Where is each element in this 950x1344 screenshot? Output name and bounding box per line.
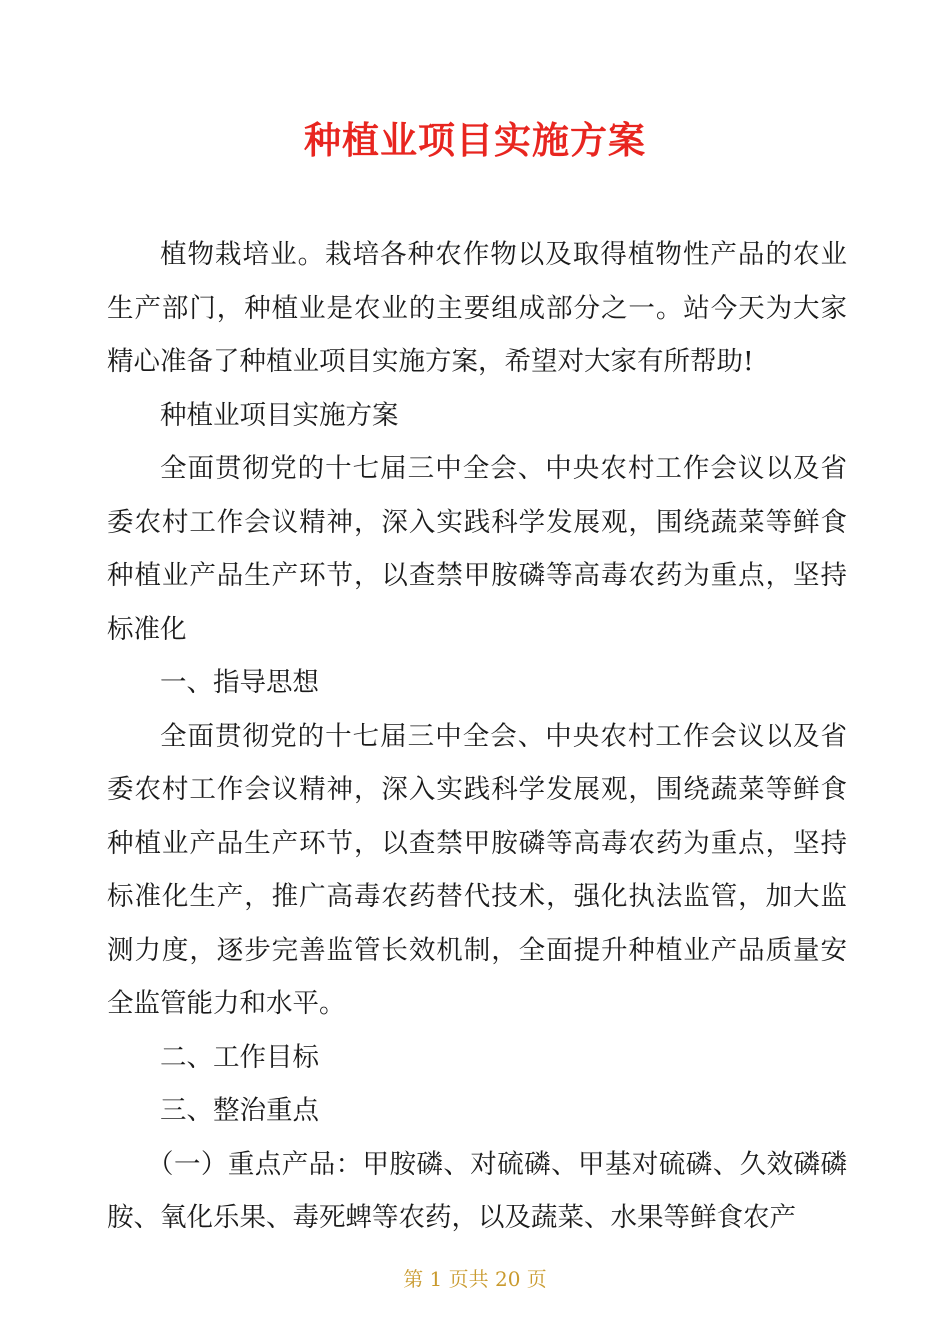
summary-paragraph: 全面贯彻党的十七届三中全会、中央农村工作会议以及省委农村工作会议精神，深入实践科学发展观，围绕蔬菜等鲜食种植业产品生产环节，以查禁甲胺磷等高毒农药为重点，坚持标准化 (107, 453, 847, 645)
intro-paragraph: 植物栽培业。栽培各种农作物以及取得植物性产品的农业生产部门，种植业是农业的主要组成部分之一。站今天为大家精心准备了种植业项目实施方案，希望对大家有所帮助! (107, 239, 847, 377)
key-products-paragraph: （一）重点产品：甲胺磷、对硫磷、甲基对硫磷、久效磷磷胺、氧化乐果、毒死蜱等农药，以及蔬菜、水果等鲜食农产 (107, 1148, 847, 1233)
guiding-ideology-paragraph: 全面贯彻党的十七届三中全会、中央农村工作会议以及省委农村工作会议精神，深入实践科学发展观，围绕蔬菜等鲜食种植业产品生产环节，以查禁甲胺磷等高毒农药为重点，坚持标准化生产，推广高毒农药替代技术，强化执法监管，加大监测力度，逐步完善监管长效机制，全面提升种植业产品质量安全监管能力和水平。 (107, 720, 847, 1019)
section-heading-work-goals: 二、工作目标 (160, 1041, 319, 1073)
subtitle-paragraph: 种植业项目实施方案 (160, 399, 399, 431)
page-title: 种植业项目实施方案 (304, 118, 646, 162)
section-heading-guiding-ideology: 一、指导思想 (160, 667, 319, 698)
page-footer: 第 1 页共 20 页 (403, 1267, 547, 1291)
document-body (107, 228, 847, 1245)
section-heading-rectification-focus: 三、整治重点 (160, 1095, 319, 1126)
